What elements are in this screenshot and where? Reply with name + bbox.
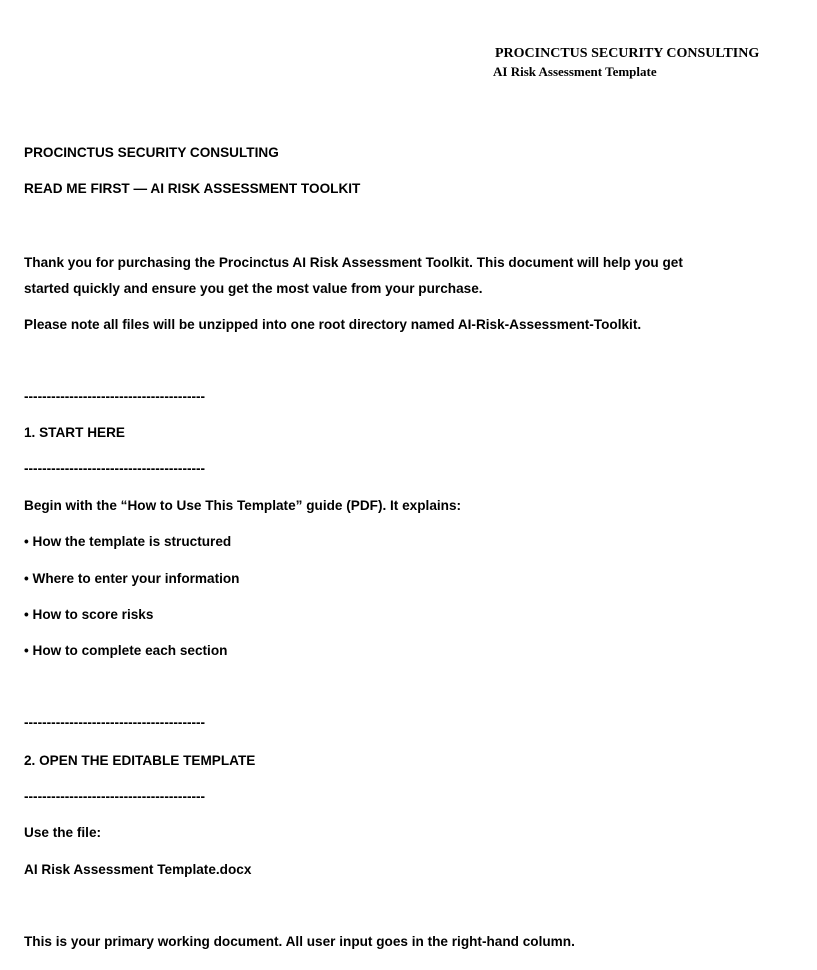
header-doc-title: AI Risk Assessment Template xyxy=(493,64,657,79)
divider: ---------------------------------------- xyxy=(24,389,206,404)
section-heading: 2. OPEN THE EDITABLE TEMPLATE xyxy=(24,753,256,768)
intro-text: started quickly and ensure you get the most value from your purchase. xyxy=(24,281,483,296)
section-lead: Use the file: xyxy=(24,825,102,840)
bullet-item: • How to score risks xyxy=(24,607,154,622)
unzip-note: Please note all files will be unzipped into one root directory named AI-Risk-Assessment-Toolkit. xyxy=(24,317,642,332)
intro-text: Thank you for purchasing the Procinctus AI Risk Assessment Toolkit. This document will help you get xyxy=(24,255,683,270)
section-description: This is your primary working document. All user input goes in the right-hand column. xyxy=(24,934,575,949)
document-title: READ ME FIRST — AI RISK ASSESSMENT TOOLKIT xyxy=(24,181,361,196)
bullet-item: • Where to enter your information xyxy=(24,571,240,586)
template-filename: AI Risk Assessment Template.docx xyxy=(24,862,252,877)
section-heading: 1. START HERE xyxy=(24,425,125,440)
divider: ---------------------------------------- xyxy=(24,461,206,476)
header-company: PROCINCTUS SECURITY CONSULTING xyxy=(495,46,760,61)
bullet-item: • How to complete each section xyxy=(24,643,228,658)
section-lead: Begin with the “How to Use This Template” guide (PDF). It explains: xyxy=(24,498,462,513)
divider: ---------------------------------------- xyxy=(24,715,206,730)
divider: ---------------------------------------- xyxy=(24,789,206,804)
bullet-item: • How the template is structured xyxy=(24,534,232,549)
company-name: PROCINCTUS SECURITY CONSULTING xyxy=(24,145,279,160)
